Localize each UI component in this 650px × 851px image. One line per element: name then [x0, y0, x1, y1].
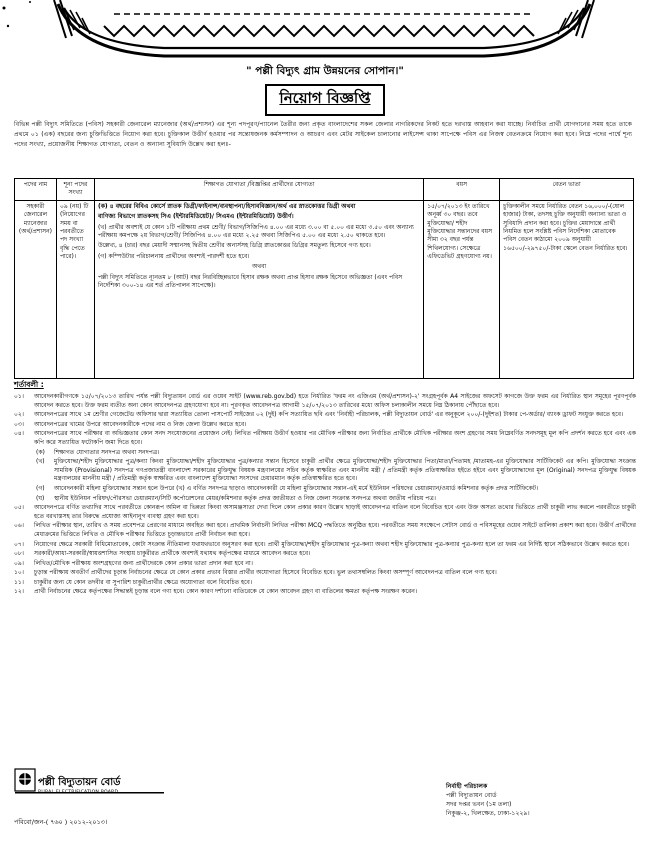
- sub-text: মুক্তিযোদ্ধা/শহীদ মুক্তিযোদ্ধার পুত্র/কন্যা কিংবা মুক্তিযোদ্ধা/শহীদ মুক্তিযোদ্ধার পুত্র/কন্যার সন্তান হিসেবে চাকুরী প্রার্থীর ক্ষেত্রে মুক্তিযোদ্ধা/শহীদ মুক্তিযোদ্ধার পিতা/মাতা/পিতামহ /মাতামহ-এর মুক্তিযোদ্ধার সার্টিফিকেট এর কপি। মুক্তিযোদ্ধা সংক্রান্ত সাময়িক (Provisional) সনদপত্র গণপ্রজাতন্ত্রী বাংলাদেশ সরকারের মুক্তিযুদ্ধ বিষয়ক মন্ত্রণালয়ের সচিব কর্তৃক স্বাক্ষরিত এবং মাননীয় মন্ত্রী / প্রতিমন্ত্রী কর্তৃক প্রতিস্বাক্ষরিত হইতে হইবে এবং মুক্তিযোদ্ধাদের মূল (Original) সনদপত্র মুক্তিযুদ্ধ বিষয়ক মন্ত্রণালয়ের মাননীয় মন্ত্রী / প্রতিমন্ত্রী কর্তৃক স্বাক্ষরিত এবং বাংলাদেশ মুক্তিযোদ্ধা সংসদের চেয়ারম্যান কর্তৃক প্রতিস্বাক্ষরিত হতে হবে।: [54, 458, 636, 483]
- cell-vacancy: ০৯ (নয়) টি (নিয়োগের সময় বা পরবর্তীতে পদ সংখ্যা বৃদ্ধি পেতে পারে)।: [56, 200, 94, 378]
- intro-paragraph: বিভিন্ন পল্লী বিদ্যুৎ সমিতিতে (পবিস) সহকারী জেনারেল ম্যানেজার (অর্থ/প্রশাসন) এর শূন্য পদপূরণ/প্যানেল তৈরীর জন্য প্রকৃত বাংলাদেশের সকল জেলার নাগরিকদের নিকট হতে দরখাস্ত আহবান করা যাচ্ছে। নির্বাচিত প্রার্থী যোগদানের সময় হতে তাকে প্রথমে ০১ (এক) বছরের জন্য চুক্তিভিত্তিতে নিয়োগ করা হবে। চুক্তিকাল উত্তীর্ণ হওয়ার পর সন্তোষজনক কর্মসম্পাদন ও আচরণ এবং মেটর সাইকেল চালানোর লাইসেন্স থাকা সাপেক্ষে পবিস এর নিজস্ব বেতনক্রমে নিয়োগ করা হবে। নিম্নে পদের পার্শ্বে শূন্য পদের সংখ্যা, প্রয়োজনীয় শিক্ষাগত যোগ্যতা, বেতন ও অন্যান্য সুবিধাদি উল্লেখ করা হলঃ-: [14, 121, 632, 148]
- conditions-list: [14, 393, 636, 598]
- item-text: লিখিত পরীক্ষার স্থান, তারিখ ও সময় প্রবেশপত্র প্রেরণের মাধ্যমে অবহিত করা হবে। প্রাথমিক নির্বাচনী লিখিত পরীক্ষা MCQ পদ্ধতিতে অনুষ্ঠিত হবে। পরবর্তীতে সময় সংক্ষেপে সেটাস বোর্ড ও পবিসমূহের ওয়েব সাইটে তালিকা প্রকাশ করা হবে। উত্তীর্ণ প্রার্থীদের মেধাক্রমের ভিত্তিতে লিখিত ও মৌখিক পরীক্ষার ভিত্তিতে চূড়ান্তভাবে প্রার্থী নির্বাচন করা হবে।: [34, 522, 636, 538]
- item-text: সরকারী/আধা-সরকারী/স্বায়ত্তশাসিত সংস্থায় চাকুরীরত প্রার্থীকে অবশ্যই যথাযথ কর্তৃপক্ষের মাধ্যমে আবেদন করতে হবে।: [34, 550, 311, 558]
- table-header-row: [15, 179, 634, 201]
- item-number: ০৬।: [14, 522, 24, 530]
- page-title: [0, 84, 650, 116]
- col-post: পদের নাম: [15, 179, 57, 201]
- list-item: [14, 560, 636, 569]
- item-text: লিখিত/মৌখিক পরীক্ষায় অংশগ্রহণের জন্য প্রার্থীদেরকে কোন প্রকার ভাতা প্রদান করা হবে না।: [34, 559, 253, 567]
- sub-label: (ঘ): [36, 494, 45, 502]
- table-row: [15, 200, 634, 378]
- item-text: আবেদনপত্রের খামের উপরে আবেদনকারীকে পদের নাম ও নিজ জেলা উল্লেখ করতে হবে।: [34, 420, 247, 428]
- item-text: চুড়ান্ত পরীক্ষায় অবতীর্ণ প্রার্থীদের চূড়ান্ত নির্বাচনের ক্ষেত্রে যে কোন প্রকার প্রভাব বিস্তার প্রার্থীর অযোগ্যতা হিসেবে বিবেচিত হবে। ভুল তথ্যসম্বলিত কিংবা অসম্পূর্ণ আবেদনপত্র বাতিল বলে গণ্য হবে।: [34, 569, 497, 577]
- qual-ga: (গ) কম্পিউটার পরিচালনায় প্রার্থীদের অবশ্যই পারদর্শী হতে হবে।: [97, 252, 250, 260]
- cell-age: ১৫/০৭/২০১৩ ইং তারিখে অনূর্ধ্ব ৩০ বছর। তবে মুক্তিযোদ্ধা/ শহীদ মুক্তিযোদ্ধার সন্তানদের বয়স সীমা ৩২ বছর পর্যন্ত শিথিলযোগ্য। সেক্ষেত্রে এফিডেভিট গ্রহণযোগ্য নয়।: [424, 200, 500, 378]
- qual-or: অথবা: [252, 263, 267, 271]
- item-number: ০৭।: [14, 540, 24, 548]
- item-text: চাকুরীর জন্য যে কোন তদবীর বা সুপারিশ চাকুরীপ্রার্থীর ক্ষেত্রে অযোগ্যতা বলে বিবেচিত হবে।: [34, 578, 253, 586]
- item-number: ১০।: [14, 569, 24, 577]
- col-pay: বেতন ভাতা: [500, 179, 634, 201]
- col-qualification: শিক্ষাগত যোগ্যতা /বিজ্ঞপ্তির প্রার্থীদের যোগ্যতা: [94, 179, 423, 201]
- item-number: ০৫।: [14, 504, 24, 512]
- list-item: [14, 522, 636, 539]
- banner-ornament: [24, 0, 626, 70]
- qual-kha: (খ) প্রার্থীর অবশ্যই যে কোন ১টি পরীক্ষায় প্রথম শ্রেণী/ বিভাগ/সিজিপিএ ৪.০০ এর মধ্যে ৩.০০ বা ৫.০০ এর মধ্যে ৩.৫০ এবং অন্যান্য পরীক্ষায় কমপক্ষে ২য় বিভাগ/শ্রেণী/ সিজিপিএ ৪.০০ এর মধ্যে ২.২৫ অথবা সিজিপিএ ৫.০০ এর মধ্যে ২.৫০ থাকতে হবে।: [97, 223, 414, 240]
- qual-ka-2: বাণিজ্য বিভাগে স্নাতকসহ সিএ (ইন্টারমিডিয়েট)/ সিএমএ (ইন্টারমিডিয়েট) উত্তীর্ণ।: [97, 213, 294, 221]
- list-item: [14, 588, 636, 597]
- qual-ka: (ক) ৪ বছরের বিবিএ কোর্সে স্নাতক ডিগ্রী/ফাইনান্স/ব্যবস্থাপনা/হিসাববিজ্ঞান/অর্থ এর স্নাতকোত্তর ডিগ্রী অথবা: [97, 202, 356, 210]
- sub-text: স্থানীয় ইউনিয়ন পরিষদ/পৌরসভা চেয়ারম্যান/সিটি কর্পোরেশনের মেয়র/কমিশনার কর্তৃক প্রদত্ত জাতীয়তা ও নিজ জেলা সংক্রান্ত সনদপত্র অথবা জাতীয় পরিচয় পত্র।: [54, 494, 436, 502]
- item-number: ০১।: [14, 393, 24, 400]
- item-text: নিয়োগের ক্ষেত্রে সরকারী বিধিমোতাবেক, কোটা সংক্রান্ত নীতিমালা যথাযথভাবে অনুসরণ করা হবে। প্রার্থী মুক্তিযোদ্ধা/শহীদ মুক্তিযোদ্ধার পুত্র-কন্যা অথবা শহীদ মুক্তিযোদ্ধার পুত্র-কন্যার পুত্র-কন্যা হলে তা ফরম এর নির্দিষ্ট স্থানে সঠিকভাবে উল্লেখ করতে হবে।: [34, 540, 629, 548]
- item-number: ০২।: [14, 411, 24, 419]
- item-text: প্রার্থী নির্বাচনের ক্ষেত্রে কর্তৃপক্ষের সিদ্ধান্তই চূড়ান্ত বলে গণ্য হবে। কোন কারণ দর্শানো ব্যতিরেকে যে কোন আবেদন গ্রহণ বা বাতিলের ক্ষমতা কর্তৃপক্ষ সংরক্ষণ করেন।: [34, 588, 417, 596]
- item-text: আবেদনপত্রের সাথে পরীক্ষার বা অভিজ্ঞতার কোন সনদ সংযোজনের প্রয়োজন নেই। লিখিত পরীক্ষায় উত্তীর্ণ হওয়ার পর মৌখিক পরীক্ষার জন্য নির্বাচিত প্রার্থীকে মৌখিক পরীক্ষার অংশ গ্রহণের সময় নিম্নেবর্ণিত সনদসমূহ মূল কপি প্রদর্শন করতে হবে এবং এক কপি করে সত্যায়িত ফটোকপি জমা দিতে হবে।: [34, 430, 636, 446]
- sub-item: [36, 458, 636, 484]
- item-number: ১২।: [14, 588, 24, 596]
- item-number: ০৪।: [14, 430, 24, 438]
- sign-line: পল্লী বিদ্যুতায়ন বোর্ড: [446, 792, 497, 799]
- list-item: [14, 421, 636, 430]
- sub-label: (ক): [36, 448, 45, 456]
- cell-pay: চুক্তিকালীন সময়ে নির্ধারিত বেতন ১৬,০০০/-(ষোল হাজার) টাকা, তদসহ চুক্তি অনুযায়ী অন্যান্য ভাতা ও সুবিধাদি প্রদান করা হবে। চুক্তির মেয়াদান্তে প্রার্থী নিয়মিত হলে সংশ্লিষ্ট পবিস নির্দেশিকা মোতাবেক পবিস বেতন কাঠামো ২০০৯ অনুযায়ী ১৬৫০০/-২৯৭৫০/-টাকা স্কেলে বেতন নির্ধারিত হবে।: [500, 200, 634, 378]
- sub-text: শিক্ষাগত যোগ্যতার সনদপত্র অথবা সনদপত্র।: [54, 448, 160, 456]
- logo-subtitle: RURAL ELECTRIFICATION BOARD: [38, 790, 119, 795]
- vacancy-table: [14, 178, 634, 379]
- sub-label: (গ): [36, 484, 45, 492]
- item-number: ১১।: [14, 578, 24, 586]
- cell-post: সহকারী জেনারেল ম্যানেজার (অর্থ/প্রশাসন): [15, 200, 57, 378]
- sub-item: [36, 449, 636, 458]
- memo-number: পবিবো/জন-( ৭৬০ ) ২০১২-২০১৩।: [14, 818, 108, 826]
- list-item: [14, 430, 636, 447]
- list-item: [14, 550, 636, 559]
- item-text: আবেদনকারীগণকে ১৫/০৭/২০১৩ তারিখ পর্যন্ত পল্লী বিদ্যুতায়ন বোর্ড এর ওয়েব সাইট (www.reb.gov.bd) হতে নির্ধারিত 'ফরম নং এজিএম (অর্থ/প্রশাসন)-২' সংগ্রহপূর্বক A4 সাইজের অফসেট কাগজে উক্ত ফরম এর নির্ধারিত স্থান সমূহের পূরণপূর্বক আবেদন করতে হবে। উক্ত ফরম ব্যতীত অন্য কোন আবেদনপত্র গ্রহণযোগ্য হবে না। পূরণকৃত আবেদনপত্র আগামী ১৫/০৭/২০১৩ তারিখের মধ্যে অফিস চলাকালীন সময়ে নিম্ন ঠিকানায় পৌঁছাতে হবে।: [34, 393, 636, 409]
- qual-last: পল্লী বিদ্যুৎ সমিতিতে ন্যূনতম ৮ (আট) বছর নিরবিচ্ছিন্নভাবে হিসাব রক্ষক অথবা প্রাপ্ত হিসাব রক্ষক হিসেবে অভিজ্ঞতা (এবং পবিস নির্দেশিকা ৩০০-১৪ এর শর্ত প্রতিপালন সাপেক্ষে)।: [97, 273, 403, 290]
- conditions-title: শর্তাবলী :: [14, 380, 44, 389]
- list-item: [14, 504, 636, 521]
- logo-name: পল্লী বিদ্যুতায়ন বোর্ড: [38, 777, 121, 788]
- item-number: ০৮।: [14, 550, 24, 558]
- sub-label: (খ): [36, 458, 45, 466]
- qual-kha-2: উল্লেখ্য, ৪ (চার) বছর মেয়াদী সম্মানসহ দ্বিতীয় শ্রেণীর অনার্সসহ ডিগ্রি স্নাতকোত্তর ডিগ্রির সমতুল্য হিসেবে গণ্য হবে।: [97, 242, 371, 250]
- sub-text: আবেদনকারী মহিলা মুক্তিযোদ্ধার সন্তান হলে উপরে (খ) এ বর্ণিত সনদপত্র ছাড়াও আবেদনকারী যে মহিলা মুক্তিযোদ্ধার সন্তান-এই মর্মে ইউনিয়ন পরিষদের চেয়ারম্যান/ওয়ার্ড কমিশনার কর্তৃক প্রদত্ত সার্টিফিকেট।: [54, 484, 539, 492]
- item-text: আবেদনপত্রের সাথে ১ম শ্রেণীর গেজেটেড অফিসার দ্বারা সত্যায়িত তোলা পাসপোর্ট সাইজের ০২ (দুই) কপি সত্যায়িত ছবি এবং 'নির্বাহী পরিচালক, পল্লী বিদ্যুতায়ন বোর্ড' এর অনুকূলে ২০০/-(দুইশত) টাকার পে-অর্ডার/ ব্যাংক ড্রাফট সংযুক্ত করতে হবে।: [34, 411, 624, 419]
- sub-item: [36, 485, 636, 494]
- item-number: ০৩।: [14, 420, 24, 428]
- page-title-text: নিয়োগ বিজ্ঞপ্তি: [265, 84, 384, 116]
- cell-qualification: [94, 200, 423, 378]
- list-item: [14, 393, 636, 410]
- col-age: বয়স: [424, 179, 500, 201]
- slogan: " পল্লী বিদ্যুৎ গ্রাম উন্নয়নের সোপান।": [246, 65, 404, 77]
- list-item: [14, 569, 636, 578]
- sign-line: নির্বাহী পরিচালক: [446, 783, 488, 790]
- sub-item: [36, 495, 636, 504]
- signature-block: [446, 782, 616, 818]
- list-item: [14, 579, 636, 588]
- list-item: [14, 411, 636, 420]
- item-text: আবেদনপত্রে বর্ণিত তথ্যাদির সাথে পরবর্তীতে কোনরূপ অমিল বা ভিন্নতা কিংবা অসামঞ্জস্যতা দেখা দিলে কোন প্রকার কারণ উল্লেখ ছাড়াই আবেদনপত্র বাতিল বলে বিবেচিত হবে এবং উক্ত অসত্য তথ্যের ভিত্তিতে প্রার্থী চাকুরী লাভ করলে পরবর্তীতে চাকুরী হতে বরখাস্তসহ তার বিরুদ্ধে প্রযোজ্য আইনানুগ ব্যবস্থা গ্রহণ করা হবে।: [34, 504, 636, 520]
- sign-line: নিকুঞ্জ-২, খিলক্ষেত, ঢাকা-১২২৯।: [446, 810, 530, 817]
- item-number: ০৯।: [14, 559, 24, 567]
- sign-line: সদর দপ্তর ভবন (১ম তলা): [446, 801, 512, 808]
- col-vacancy: শূন্য পদের সংখ্যা: [56, 179, 94, 201]
- list-item: [14, 541, 636, 550]
